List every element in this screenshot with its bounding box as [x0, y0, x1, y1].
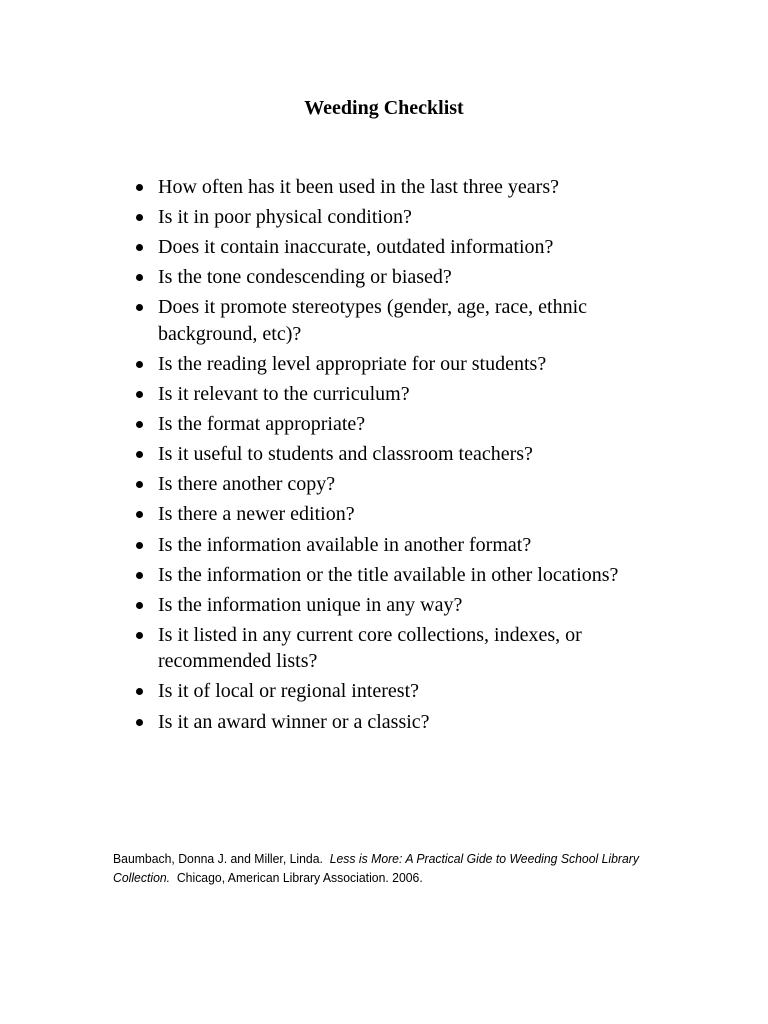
checklist-item-text: Is there another copy?: [158, 473, 336, 496]
bullet-icon: [136, 274, 143, 281]
checklist-item: [133, 471, 653, 498]
checklist-item-text: Is it an award winner or a classic?: [158, 710, 430, 733]
bullet-icon: [136, 632, 143, 639]
checklist-item-text: Is the information or the title available in other locations?: [158, 563, 619, 586]
checklist-item: [133, 709, 653, 736]
checklist-item: [133, 622, 653, 675]
checklist-item-text: Is it useful to students and classroom teachers?: [158, 443, 533, 466]
weeding-checklist: [133, 174, 653, 739]
bullet-icon: [136, 361, 143, 368]
checklist-item-text: How often has it been used in the last three years?: [158, 176, 559, 198]
checklist-item-text: Is the information unique in any way?: [158, 593, 463, 616]
bullet-icon: [136, 304, 143, 311]
bullet-icon: [136, 421, 143, 428]
bullet-icon: [136, 688, 143, 695]
checklist-item: [133, 204, 653, 231]
checklist-item-text: Does it contain inaccurate, outdated information?: [158, 236, 554, 259]
checklist-item: [133, 174, 653, 201]
checklist-item-text: Is it listed in any current core collections, indexes, or recommended lists?: [158, 623, 582, 673]
checklist-item-text: Is it in poor physical condition?: [158, 206, 412, 229]
bullet-icon: [136, 481, 143, 488]
checklist-item: [133, 592, 653, 619]
checklist-item: [133, 441, 653, 468]
bullet-icon: [136, 542, 143, 549]
checklist-item-text: Is it relevant to the curriculum?: [158, 383, 410, 406]
bullet-icon: [136, 391, 143, 398]
checklist-item-text: Is the tone condescending or biased?: [158, 266, 452, 289]
checklist-item: [133, 381, 653, 408]
checklist-item-text: Is the reading level appropriate for our students?: [158, 352, 547, 375]
checklist-item-text: Does it promote stereotypes (gender, age, race, ethnic background, etc)?: [158, 296, 588, 345]
checklist-item-text: Is the format appropriate?: [158, 413, 366, 436]
bullet-icon: [136, 184, 143, 191]
checklist-item: [133, 678, 653, 705]
checklist-item-text: Is the information available in another format?: [158, 533, 532, 556]
checklist-item: [133, 294, 653, 347]
bullet-icon: [136, 244, 143, 251]
citation: [113, 849, 639, 887]
citation-publisher: Chicago, American Library Association. 2006.: [176, 870, 423, 885]
checklist-item: [133, 351, 653, 378]
bullet-icon: [136, 719, 143, 726]
citation-title: Less is More: A Practical Gide to Weeding School Library Collection.: [113, 851, 639, 885]
page-title: Weeding Checklist: [304, 97, 464, 119]
checklist-item: [133, 501, 653, 528]
bullet-icon: [136, 572, 143, 579]
bullet-icon: [136, 511, 143, 518]
checklist-item: [133, 411, 653, 438]
checklist-item: [133, 532, 653, 559]
checklist-item-text: Is it of local or regional interest?: [158, 680, 420, 703]
checklist-item: [133, 562, 653, 589]
checklist-item-text: Is there a newer edition?: [158, 503, 355, 526]
bullet-icon: [136, 602, 143, 609]
citation-authors: Baumbach, Donna J. and Miller, Linda.: [113, 851, 323, 866]
checklist-item: [133, 234, 653, 261]
checklist-item: [133, 264, 653, 291]
bullet-icon: [136, 451, 143, 458]
bullet-icon: [136, 214, 143, 221]
